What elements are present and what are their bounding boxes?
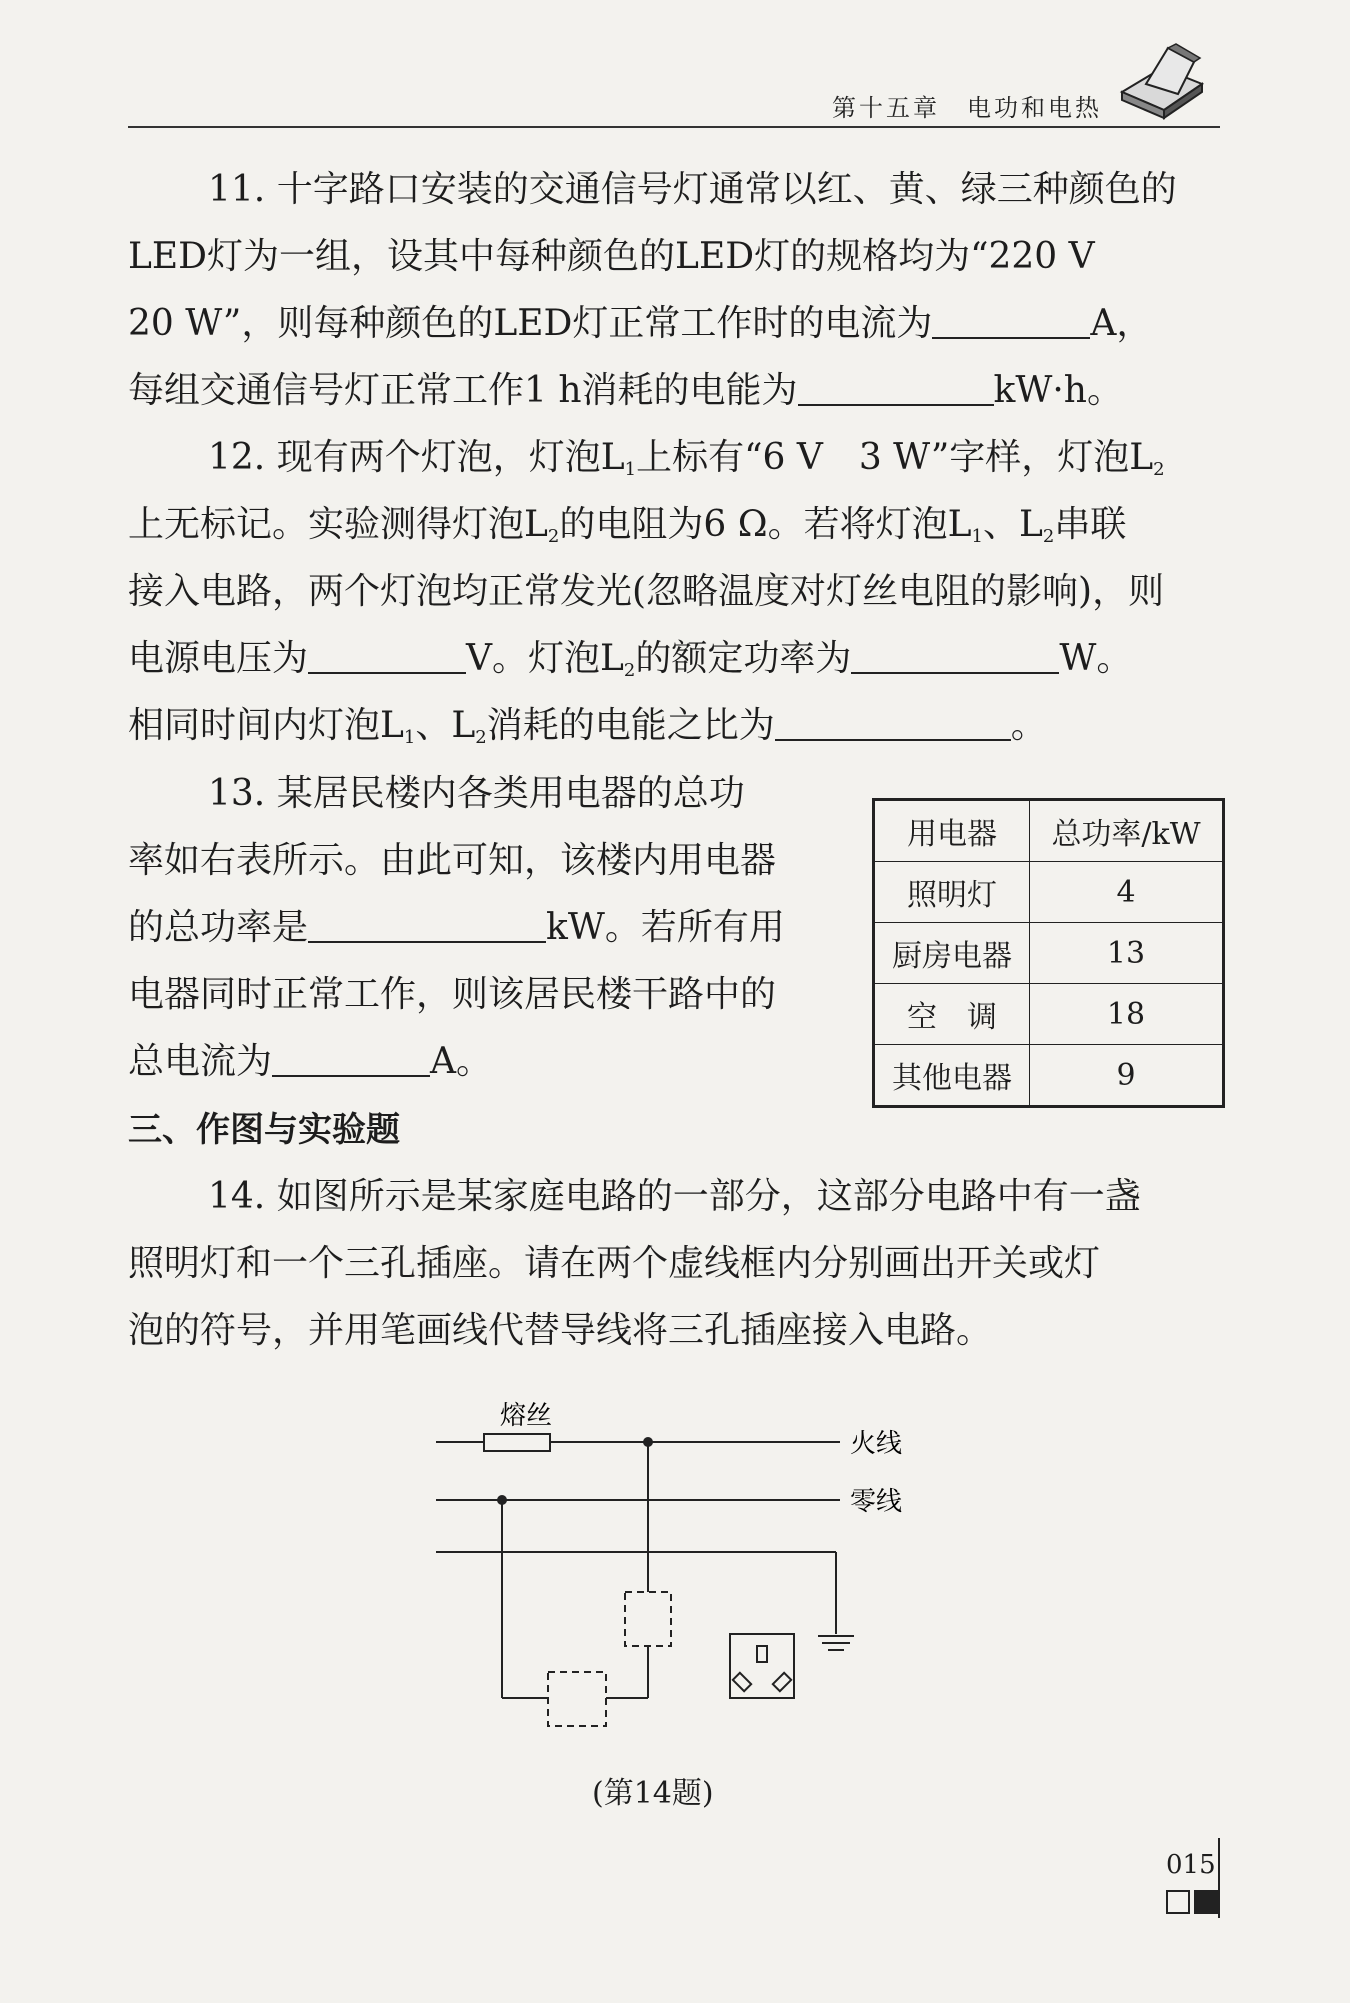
subscript-2: 2: [1153, 459, 1165, 480]
q13-text5a: 总电流为: [128, 1041, 273, 1082]
book-icon: [1116, 40, 1206, 120]
q11-text4b: kW·h。: [993, 370, 1123, 411]
answer-blank-voltage[interactable]: [308, 644, 466, 674]
q12-text1b: 上标有“6 V 3 W”字样，灯泡L: [636, 437, 1154, 478]
socket-hole-top: [757, 1646, 767, 1662]
q13-text3b: kW。若所有用: [546, 907, 785, 948]
section-title: 三、作图与实验题: [128, 1110, 400, 1150]
chapter-title: 第十五章 电功和电热: [832, 94, 1102, 122]
q12-text4b: V。灯泡L: [466, 638, 624, 679]
q12-text1a: 12. 现有两个灯泡，灯泡L: [208, 437, 625, 478]
q14-line1: 14. 如图所示是某家庭电路的一部分，这部分电路中有一盏: [208, 1176, 1141, 1217]
junction-dot-neutral: [497, 1495, 507, 1505]
q14-line2: 照明灯和一个三孔插座。请在两个虚线框内分别画出开关或灯: [128, 1243, 1101, 1284]
q12-text5a: 相同时间内灯泡L: [128, 705, 404, 746]
q12-text5c: 消耗的电能之比为: [486, 705, 775, 746]
q11-line3: [128, 304, 1152, 344]
table-row: [874, 862, 1224, 923]
q12-text2d: 串联: [1054, 504, 1127, 545]
q11-text3b: A，: [1090, 303, 1153, 344]
table-cell: 18: [1030, 984, 1224, 1045]
table-row: [874, 984, 1224, 1045]
q12-line5: [128, 706, 1047, 746]
q13-line2: 率如右表所示。由此可知，该楼内用电器: [128, 840, 777, 881]
empty-square-icon: [1166, 1890, 1190, 1914]
table-header-cell: 总功率/kW: [1030, 800, 1224, 862]
q11-line1: 11. 十字路口安装的交通信号灯通常以红、黄、绿三种颜色的: [208, 169, 1177, 210]
table-cell: 13: [1030, 923, 1224, 984]
q12-text4d: W。: [1059, 638, 1133, 679]
table-row: [874, 1045, 1224, 1107]
table-cell: 空 调: [874, 984, 1030, 1045]
dashed-box-lower[interactable]: [548, 1672, 606, 1726]
q11-text4a: 每组交通信号灯正常工作1 h消耗的电能为: [128, 370, 798, 411]
q11-line2: LED灯为一组，设其中每种颜色的LED灯的规格均为“220 V: [128, 236, 1095, 277]
q12-text5b: 、L: [415, 705, 476, 746]
junction-dot-live: [643, 1437, 653, 1447]
table-header-row: [874, 800, 1224, 862]
table-cell: 其他电器: [874, 1045, 1030, 1107]
q12-line1: [208, 438, 1165, 478]
power-table: [872, 798, 1225, 1108]
subscript-1: 1: [403, 727, 416, 748]
q12-text2b: 的电阻为6 Ω。若将灯泡L: [559, 504, 972, 545]
q13-line3: [128, 908, 785, 948]
q11-line4: [128, 371, 1123, 411]
q13-text3a: 的总功率是: [128, 907, 309, 948]
q14-line3: 泡的符号，并用笔画线代替导线将三孔插座接入电路。: [128, 1310, 993, 1351]
fuse-label: 熔丝: [500, 1401, 553, 1431]
q12-text4c: 的额定功率为: [635, 638, 852, 679]
table-cell: 照明灯: [874, 862, 1030, 923]
subscript-2: 2: [475, 727, 487, 748]
subscript-2: 2: [623, 660, 636, 681]
subscript-2: 2: [547, 526, 560, 547]
q11-text3a: 20 W”，则每种颜色的LED灯正常工作时的电流为: [128, 303, 933, 344]
q12-line3: 接入电路，两个灯泡均正常发光(忽略温度对灯丝电阻的影响)，则: [128, 571, 1165, 612]
neutral-wire-label: 零线: [850, 1487, 903, 1517]
live-wire-label: 火线: [850, 1429, 903, 1459]
subscript-1: 1: [971, 526, 983, 547]
q12-line4: [128, 639, 1132, 679]
figure-caption: (第14题): [592, 1776, 714, 1811]
q12-text2c: 、L: [982, 504, 1043, 545]
table-cell: 9: [1030, 1045, 1224, 1107]
answer-blank-energy-ratio[interactable]: [775, 711, 1011, 741]
q13-line4: 电器同时正常工作，则该居民楼干路中的: [128, 974, 777, 1015]
filled-square-icon: [1194, 1890, 1218, 1914]
q12-line2: [128, 505, 1126, 545]
q12-text2a: 上无标记。实验测得灯泡L: [128, 504, 548, 545]
table-header-cell: 用电器: [874, 800, 1030, 862]
answer-blank-total-power[interactable]: [308, 913, 546, 943]
circuit-diagram: [430, 1390, 920, 1740]
q13-line1: 13. 某居民楼内各类用电器的总功: [208, 773, 745, 814]
page-number: 015: [1166, 1850, 1216, 1880]
three-hole-socket: [730, 1634, 794, 1698]
table-cell: 4: [1030, 862, 1224, 923]
answer-blank-rated-power[interactable]: [851, 644, 1059, 674]
answer-blank-energy[interactable]: [798, 376, 994, 406]
answer-blank-total-current[interactable]: [272, 1047, 430, 1077]
q12-text4a: 电源电压为: [128, 638, 309, 679]
table-row: [874, 923, 1224, 984]
socket-hole-right: [773, 1673, 791, 1691]
subscript-1: 1: [624, 459, 637, 480]
dashed-box-upper[interactable]: [625, 1592, 671, 1646]
q13-text5b: A。: [430, 1041, 493, 1082]
subscript-2: 2: [1042, 526, 1055, 547]
q13-line5: [128, 1042, 492, 1082]
fuse-symbol: [484, 1434, 550, 1451]
q12-text5d: 。: [1010, 705, 1047, 746]
page-header: [128, 80, 1220, 128]
table-cell: 厨房电器: [874, 923, 1030, 984]
socket-hole-left: [733, 1673, 751, 1691]
answer-blank-current[interactable]: [932, 309, 1090, 339]
page-marker: [1166, 1890, 1222, 1914]
